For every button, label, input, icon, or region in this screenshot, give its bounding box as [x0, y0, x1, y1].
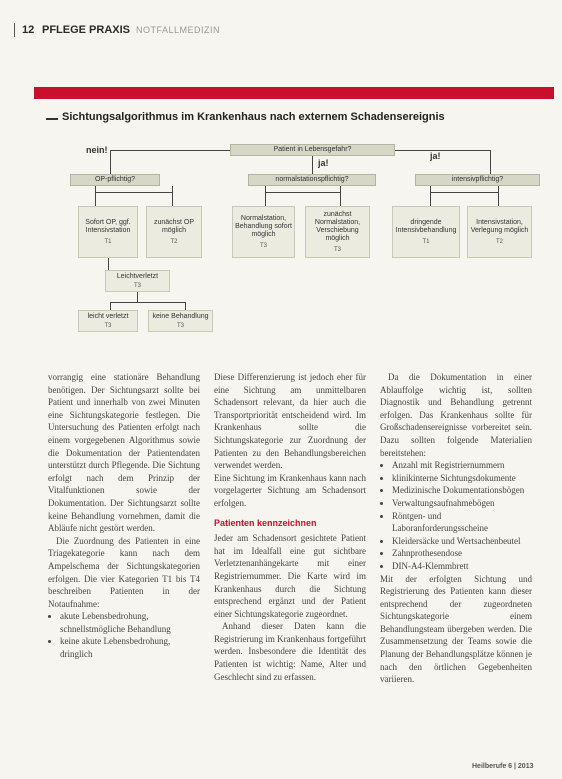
node-text: keine Behandlung	[152, 312, 209, 320]
flow-q-icu: intensivpflichtig?	[415, 174, 540, 186]
flow-q-or: OP-pflichtig?	[70, 174, 160, 186]
figure-title: Sichtungsalgorithmus im Krankenhaus nach externem Schadensereignis	[62, 111, 445, 123]
flow-line	[430, 192, 499, 193]
flow-node-or-right	[146, 206, 202, 258]
node-category: T3	[259, 242, 267, 249]
node-text: Normalstation, Behandlung sofort möglich	[235, 214, 292, 238]
label-yes: ja!	[318, 158, 329, 168]
list-item: • keine akute Lebensbedrohung, dringlich	[60, 635, 200, 660]
list-item: • Röntgen- und Laboranforderungsscheine	[392, 510, 532, 535]
bullet-list	[380, 459, 532, 572]
list-item: • Medizinische Dokumentationsbögen	[392, 484, 532, 497]
flow-line	[108, 258, 109, 270]
node-text: leicht verletzt	[87, 312, 129, 320]
flow-node-icu-right	[467, 206, 532, 258]
paragraph: Mit der erfolgten Sichtung und Registrierung des Patienten kann dieser entsprechend der zugeordneten Sichtungskategorie einem Behandlungsteam übergeben werden. Die Zusammensetzung der Teams sowie die Planung der Behandlungsplätze können je nach den örtlichen Gegebenheiten variieren.	[380, 573, 532, 685]
paragraph: Anhand dieser Daten kann die Registrierung im Krankenhaus fortgeführt werden. Insbesondere die Identität des Patienten ist wichtig: Name, Alter und Geschlecht sind zu erfassen.	[214, 621, 366, 682]
section-title: PFLEGE PRAXIS	[42, 24, 131, 36]
flow-line	[172, 186, 173, 206]
flow-q-normal: normalstationspflichtig?	[248, 174, 376, 186]
flow-line	[110, 302, 185, 303]
list-item: • Kleidersäcke und Wertsachenbeutel	[392, 535, 532, 548]
flow-line	[110, 302, 111, 310]
paragraph: Jeder am Schadensort gesichtete Patient hat im Idealfall eine gut sichtbare Verletztenanhängekarte mit einer Registriernummer. Die Karte wird im Krankenhaus durch die Sichtung entsprechend ergänzt und der Patient einer Sichtungskategorie zugeordnet.	[214, 533, 366, 619]
flow-node-or-left	[78, 206, 138, 258]
paragraph: Da die Dokumentation in einer Ablauffolge wichtig ist, sollten Diagnostik und Behandlung getrennt erfolgen. Das Krankenhaus sollte für Großschadensereignisse vorbereitet sein. Dazu sollten folgende Materialien bereitstehen:	[380, 372, 532, 458]
node-category: T2	[170, 238, 178, 245]
page-footer: Heilberufe 6 | 2013	[472, 763, 534, 770]
flow-line	[95, 192, 173, 193]
figure-title-dash	[46, 118, 58, 120]
flow-node-walking	[105, 270, 170, 292]
flow-line	[137, 292, 138, 302]
flow-line	[110, 150, 111, 174]
flow-line	[110, 150, 230, 151]
node-text: Leichtverletzt	[116, 272, 159, 280]
paragraph: Diese Differenzierung ist jedoch eher für eine Sichtung am unmittelbaren Schadensort relevant, da hier auch die Transportpriorität entscheidend wird. Im Krankenhaus sollte die Sichtungskategorie zur Zuordnung der Patienten zu den Behandlungsbereichen verwendet werden.	[214, 372, 366, 471]
flow-node-icu-left	[392, 206, 460, 258]
node-category: T1	[422, 238, 430, 245]
paragraph: vorrangig eine stationäre Behandlung benötigen. Der Sichtungsarzt sollte bei Patient und innerhalb von zwei Minuten eine Sichtungskategorie festlegen. Die Untersuchung des Patienten erfolgt nach einem vorgegebenen Algorithmus sowie die Dokumentation der Patientendaten unterstützt durch Pflegende. Die Sichtung erfolgt nach dem Prinzip der Vitalfunktionen sowie der Dokumentation. Der Sichtungsarzt sollte keine Behandlung vornehmen, damit die Abläufe nicht gestört werden.	[48, 372, 200, 534]
paragraph: Die Zuordnung des Patienten in eine Triagekategorie kann nach dem Ampelschema der Sichtungskategorien erfolgen. Die vier Kategorien T1 bis T4 beschreiben Patienten in der Notaufnahme:	[48, 535, 200, 609]
flow-line	[185, 302, 186, 310]
article-column-1	[48, 371, 200, 751]
flow-root: Patient in Lebensgefahr?	[230, 144, 395, 156]
header-rule	[14, 23, 15, 37]
page-header	[14, 23, 554, 37]
flow-line	[498, 186, 499, 206]
node-text: dringende Intensivbehandlung	[395, 218, 457, 234]
node-text: zunächst Normalstation, Verschiebung möglich	[314, 210, 361, 242]
flow-node-normal-right	[305, 206, 370, 258]
label-yes: ja!	[430, 151, 441, 161]
flow-node-normal-left	[232, 206, 295, 258]
article-column-3	[380, 371, 532, 751]
node-category: T2	[495, 238, 503, 245]
flow-line	[95, 186, 96, 206]
node-category: T3	[176, 322, 184, 329]
node-category: T3	[133, 282, 141, 289]
page-number: 12	[22, 24, 35, 36]
section-heading: Patienten kennzeichnen	[214, 517, 317, 528]
label-no: nein!	[86, 145, 108, 155]
node-category: T1	[104, 238, 112, 245]
red-banner	[34, 87, 554, 99]
bullet-list	[48, 610, 200, 660]
flow-line	[395, 150, 490, 151]
list-item: • akute Lebensbedrohung, schnellstmögliche Behandlung	[60, 610, 200, 635]
flow-line	[312, 156, 313, 174]
flow-line	[265, 192, 341, 193]
node-text: zunächst OP möglich	[153, 218, 195, 234]
flow-node-minor	[78, 310, 138, 332]
node-text: Intensivstation, Verlegung möglich	[470, 218, 529, 234]
node-text: Sofort OP, ggf. Intensivstation	[85, 218, 131, 234]
list-item: • Anzahl mit Registriernummern	[392, 459, 532, 472]
section-subtitle: NOTFALLMEDIZIN	[136, 25, 221, 35]
node-category: T3	[104, 322, 112, 329]
flow-node-discharge	[148, 310, 213, 332]
paragraph: Eine Sichtung im Krankenhaus kann nach vorgelagerter Sichtung am Schadensort erfolgen.	[214, 472, 366, 508]
article-column-2	[214, 371, 366, 751]
list-item: • Verwaltungsaufnahmebögen	[392, 497, 532, 510]
node-category: T3	[333, 246, 341, 253]
list-item: • DIN-A4-Klemmbrett	[392, 560, 532, 573]
flow-line	[265, 186, 266, 206]
list-item: • klinikinterne Sichtungsdokumente	[392, 472, 532, 485]
flow-line	[340, 186, 341, 206]
flow-line	[430, 186, 431, 206]
list-item: • Zahnprothesendose	[392, 547, 532, 560]
flow-line	[490, 150, 491, 174]
